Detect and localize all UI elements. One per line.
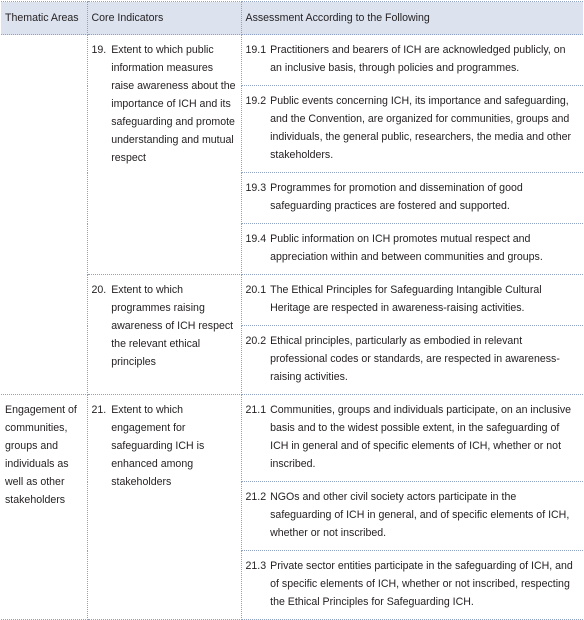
table-row (1, 275, 583, 326)
header-core-indicators: Core Indicators (87, 2, 241, 35)
assessment-19-3 (241, 173, 583, 224)
assessment-number: 21.2 (245, 491, 267, 503)
indicator-number: 19. (91, 44, 107, 56)
thematic-area-label: Engagement of communities, groups and individuals as well as other stakeholders (5, 404, 77, 506)
assessment-text: Public events concerning ICH, its importance and safeguarding, and the Convention, are organized for communities, groups and individuals, the general public, researchers, the media and other stakeholders. (270, 95, 572, 161)
assessment-text: Programmes for promotion and dissemination of good safeguarding practices are fostered and supported. (270, 182, 523, 212)
assessment-number: 20.2 (245, 335, 267, 347)
indicator-number: 21. (91, 404, 107, 416)
table-row (1, 395, 583, 482)
assessment-21-2 (241, 482, 583, 551)
core-indicator-21 (87, 395, 241, 620)
header-assessment: Assessment According to the Following (241, 2, 583, 35)
assessment-text: Practitioners and bearers of ICH are acknowledged publicly, on an inclusive basis, through policies and programmes. (270, 44, 566, 74)
assessment-20-2 (241, 326, 583, 395)
assessment-text: Private sector entities participate in the safeguarding of ICH, and of specific elements of ICH, whether or not inscribed, respecting the Ethical Principles for Safeguarding ICH. (270, 560, 573, 608)
assessment-number: 20.1 (245, 284, 267, 296)
assessment-text: Ethical principles, particularly as embodied in relevant professional codes or standards, are respected in awareness-raising activities. (270, 335, 560, 383)
indicator-text: Extent to which engagement for safeguarding ICH is enhanced among stakeholders (111, 404, 205, 488)
assessment-21-1 (241, 395, 583, 482)
core-indicator-19 (87, 35, 241, 275)
assessment-number: 21.1 (245, 404, 267, 416)
indicator-text: Extent to which public information measures raise awareness about the importance of ICH and its safeguarding and promote understanding and mutual respect (111, 44, 236, 164)
assessment-number: 19.3 (245, 182, 267, 194)
indicator-text: Extent to which programmes raising awareness of ICH respect the relevant ethical principles (111, 284, 234, 368)
assessment-19-4 (241, 224, 583, 275)
assessment-text: The Ethical Principles for Safeguarding Intangible Cultural Heritage are respected in awareness-raising activities. (270, 284, 542, 314)
assessment-number: 19.4 (245, 233, 267, 245)
assessment-number: 19.2 (245, 95, 267, 107)
assessment-20-1 (241, 275, 583, 326)
assessment-19-1 (241, 35, 583, 86)
assessment-number: 19.1 (245, 44, 267, 56)
header-thematic-areas: Thematic Areas (1, 2, 87, 35)
assessment-text: Public information on ICH promotes mutual respect and appreciation within and between communities and groups. (270, 233, 543, 263)
assessment-number: 21.3 (245, 560, 267, 572)
table-header-row (1, 2, 583, 35)
assessment-21-3 (241, 551, 583, 620)
indicators-table (1, 1, 583, 620)
indicator-number: 20. (91, 284, 107, 296)
thematic-area-engagement (1, 395, 87, 620)
core-indicator-20 (87, 275, 241, 395)
thematic-area-cell (1, 35, 87, 395)
assessment-19-2 (241, 86, 583, 173)
table-row (1, 35, 583, 86)
assessment-text: Communities, groups and individuals participate, on an inclusive basis and to the widest possible extent, in the safeguarding of ICH in general and of specific elements of ICH, whether or not inscribed. (270, 404, 572, 470)
assessment-text: NGOs and other civil society actors participate in the safeguarding of ICH in general, and of specific elements of ICH, whether or not inscribed. (270, 491, 570, 539)
